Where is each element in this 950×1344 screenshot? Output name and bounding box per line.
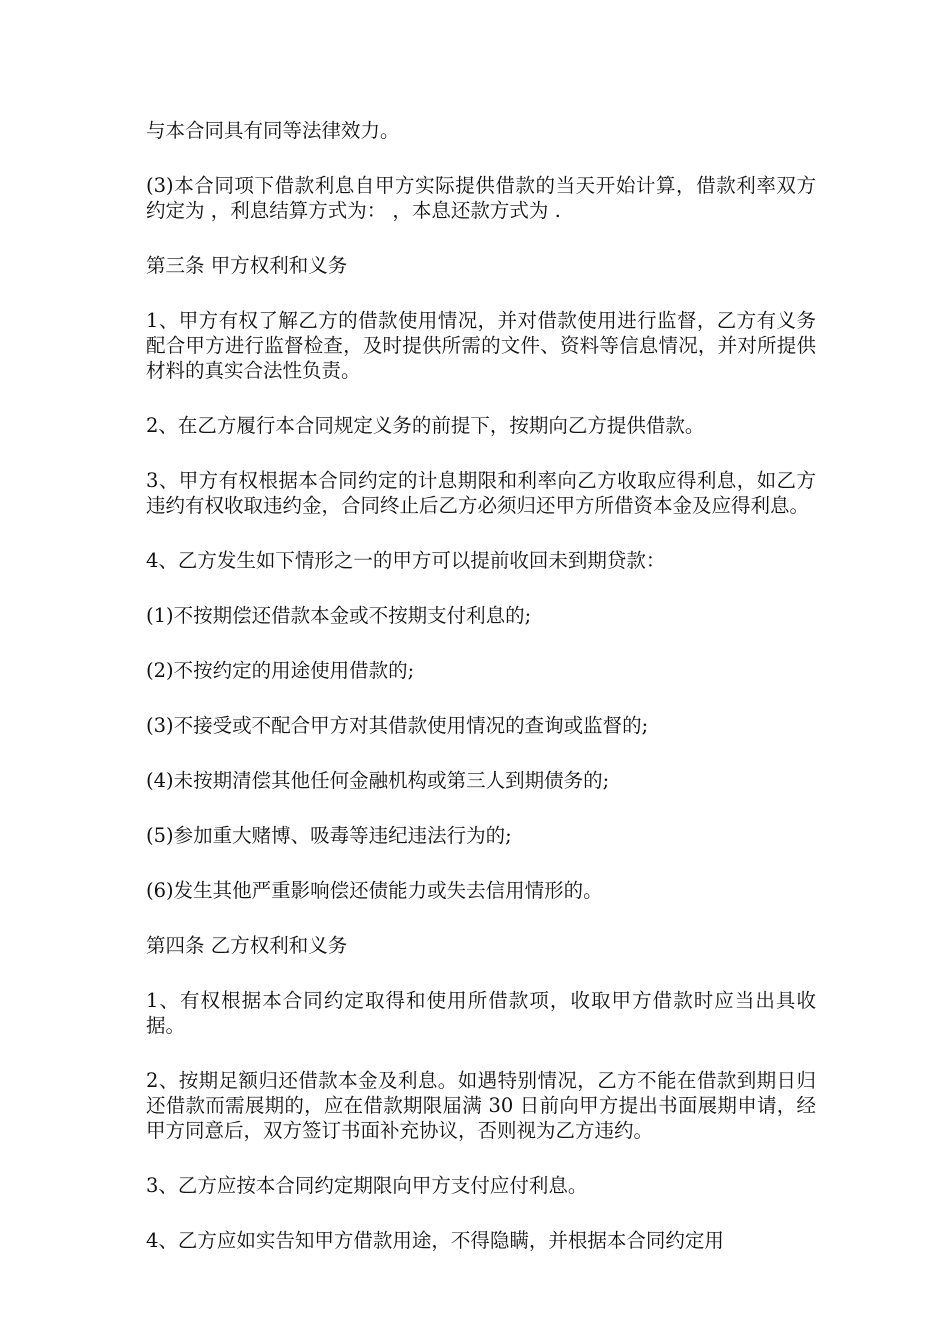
paragraph-article-4-item-2: 2、按期足额归还借款本金及利息。如遇特别情况，乙方不能在借款到期日归还借款而需展期的，应在借款期限届满 30 日前向甲方提出书面展期申请，经甲方同意后，双方签订书面补充协议，否则视为乙方违约。 bbox=[146, 1069, 816, 1142]
list-item-case-3: (3)不接受或不配合甲方对其借款使用情况的查询或监督的; bbox=[146, 714, 649, 737]
list-item-case-1: (1)不按期偿还借款本金或不按期支付利息的; bbox=[146, 604, 532, 627]
paragraph-article-3-item-3: 3、甲方有权根据本合同约定的计息期限和利率向乙方收取应得利息，如乙方违约有权收取违约金，合同终止后乙方必须归还甲方所借资本金及应得利息。 bbox=[146, 469, 816, 517]
section-heading-article-4: 第四条 乙方权利和义务 bbox=[146, 934, 348, 957]
paragraph-interest-clause: (3)本合同项下借款利息自甲方实际提供借款的当天开始计算，借款利率双方约定为 ，利息结算方式为： ，本息还款方式为 . bbox=[146, 174, 816, 222]
document-body bbox=[146, 118, 816, 1253]
paragraph-article-4-item-3: 3、乙方应按本合同约定期限向甲方支付应付利息。 bbox=[146, 1174, 588, 1197]
list-item-case-6: (6)发生其他严重影响偿还债能力或失去信用情形的。 bbox=[146, 879, 603, 902]
paragraph-article-3-item-4: 4、乙方发生如下情形之一的甲方可以提前收回未到期贷款： bbox=[146, 549, 666, 572]
section-heading-article-3: 第三条 甲方权利和义务 bbox=[146, 254, 348, 277]
list-item-case-2: (2)不按约定的用途使用借款的; bbox=[146, 659, 415, 682]
paragraph-article-4-item-1: 1、有权根据本合同约定取得和使用所借款项，收取甲方借款时应当出具收据。 bbox=[146, 989, 816, 1037]
list-item-case-5: (5)参加重大赌博、吸毒等违纪违法行为的; bbox=[146, 824, 512, 847]
paragraph-continuation: 与本合同具有同等法律效力。 bbox=[146, 119, 400, 142]
paragraph-article-3-item-1: 1、甲方有权了解乙方的借款使用情况，并对借款使用进行监督，乙方有义务配合甲方进行监督检查，及时提供所需的文件、资料等信息情况，并对所提供材料的真实合法性负责。 bbox=[146, 309, 816, 382]
paragraph-article-3-item-2: 2、在乙方履行本合同规定义务的前提下，按期向乙方提供借款。 bbox=[146, 414, 705, 437]
list-item-case-4: (4)未按期清偿其他任何金融机构或第三人到期债务的; bbox=[146, 769, 610, 792]
paragraph-article-4-item-4: 4、乙方应如实告知甲方借款用途，不得隐瞒，并根据本合同约定用 bbox=[146, 1229, 724, 1252]
